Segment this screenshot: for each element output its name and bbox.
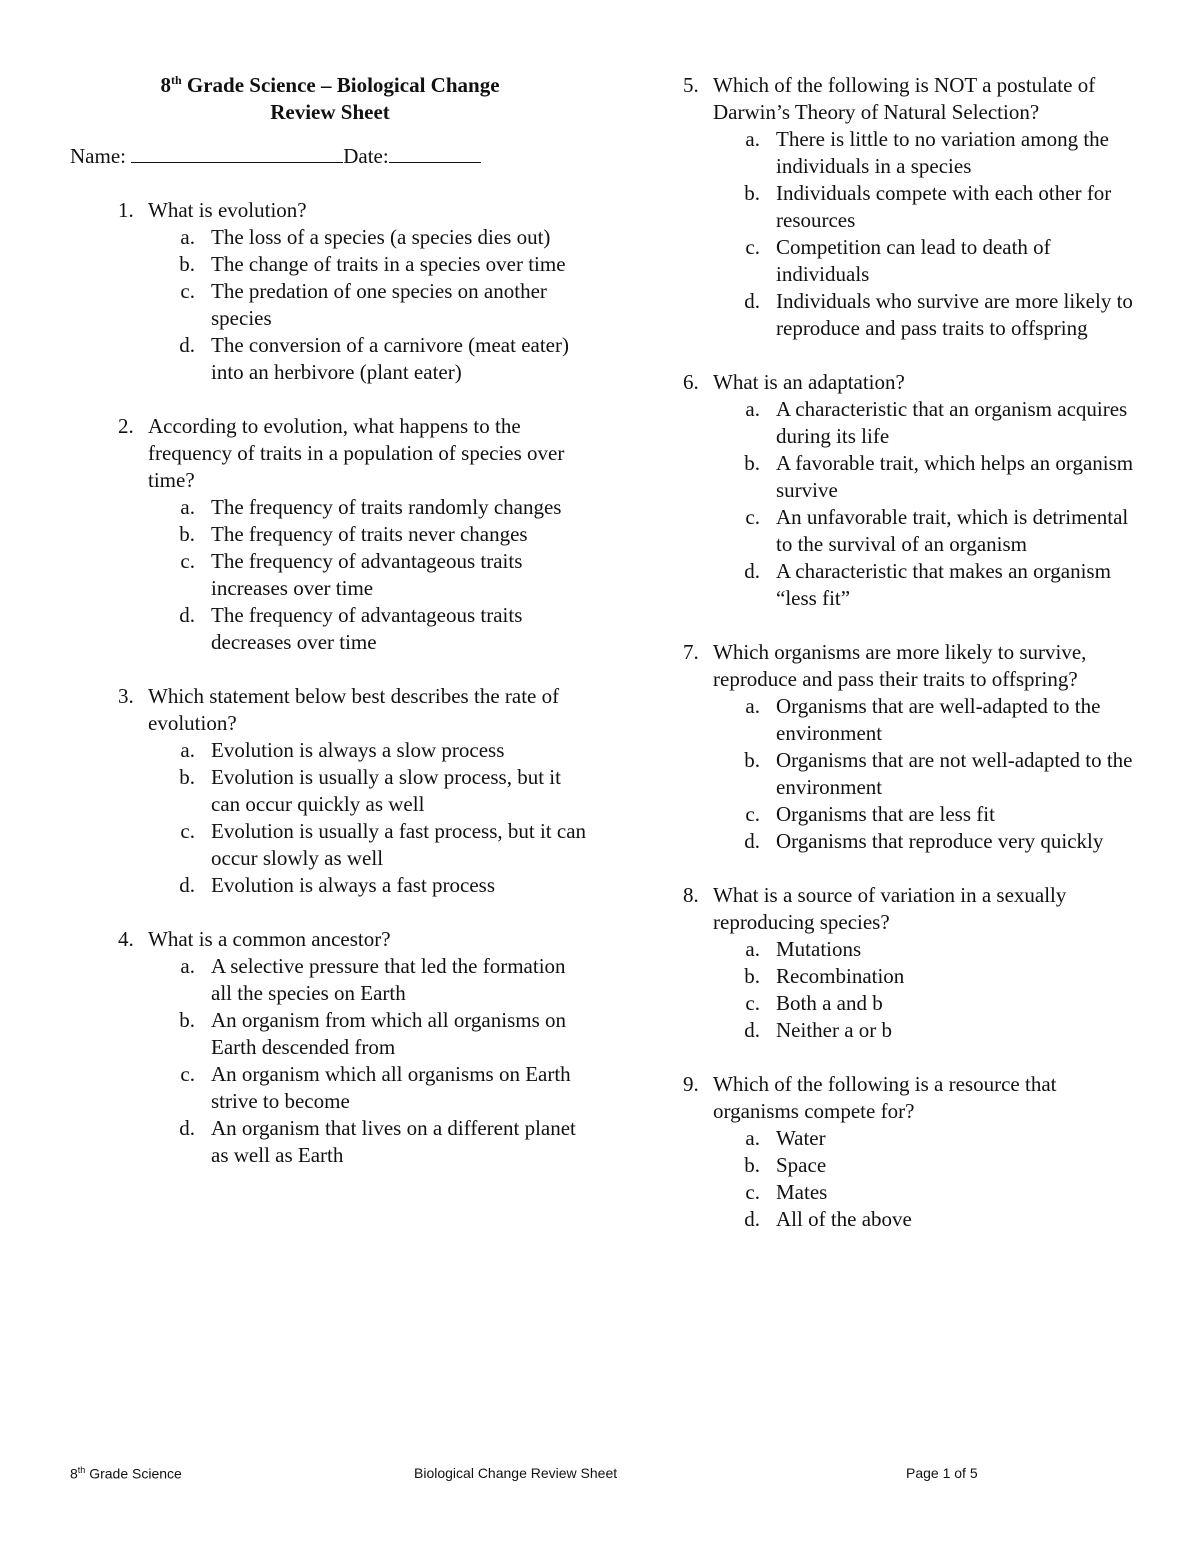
- question-7: [668, 639, 1138, 855]
- footer-grade-number: 8: [70, 1465, 78, 1482]
- option-text: The frequency of traits never changes: [211, 522, 528, 546]
- question-number-cell: [668, 882, 713, 936]
- option-letter: d.: [744, 559, 760, 583]
- option-text: The frequency of advantageous traits increases over time: [211, 549, 523, 600]
- option-list: [668, 1125, 1138, 1233]
- option-text: An organism that lives on a different planet as well as Earth: [211, 1116, 576, 1167]
- option-text: Organisms that are well-adapted to the environment: [776, 694, 1101, 745]
- option-letter: c.: [745, 1180, 760, 1204]
- question-number-cell: [668, 639, 713, 693]
- option-letter: a.: [745, 1126, 760, 1150]
- option-text: The frequency of traits randomly changes: [211, 495, 562, 519]
- option-text: An organism from which all organisms on Earth descended from: [211, 1008, 567, 1059]
- question-text: What is a common ancestor?: [148, 927, 391, 951]
- answer-option[interactable]: [70, 521, 590, 548]
- left-column: [70, 72, 590, 1196]
- option-text: A characteristic that makes an organism “less fit”: [776, 559, 1111, 610]
- question-6: [668, 369, 1138, 612]
- answer-option[interactable]: [70, 494, 590, 521]
- footer-grade-superscript: th: [77, 1465, 86, 1475]
- answer-option[interactable]: [70, 278, 590, 332]
- option-letter: c.: [180, 819, 195, 843]
- question-stem: [668, 72, 1138, 126]
- option-letter: a.: [745, 937, 760, 961]
- question-4: [70, 926, 590, 1169]
- option-text: Organisms that reproduce very quickly: [776, 829, 1104, 853]
- question-number: 1.: [118, 198, 134, 222]
- option-letter: b.: [179, 765, 195, 789]
- question-number: 4.: [118, 927, 134, 951]
- question-number: 2.: [118, 414, 134, 438]
- answer-option[interactable]: [668, 936, 1138, 963]
- question-text: Which organisms are more likely to survive, reproduce and pass their traits to offspring?: [713, 640, 1087, 691]
- option-text: Evolution is always a slow process: [211, 738, 505, 762]
- option-letter: c.: [745, 505, 760, 529]
- question-3: [70, 683, 590, 899]
- footer-left: [70, 1465, 182, 1482]
- option-letter: b.: [744, 181, 760, 205]
- answer-option[interactable]: [668, 1206, 1138, 1233]
- question-number-cell: [70, 413, 148, 494]
- option-text: Individuals compete with each other for resources: [776, 181, 1112, 232]
- answer-option[interactable]: [668, 234, 1138, 288]
- option-letter: b.: [744, 748, 760, 772]
- option-text: A selective pressure that led the formation all the species on Earth: [211, 954, 566, 1005]
- option-letter: d.: [744, 289, 760, 313]
- option-letter: d.: [179, 333, 195, 357]
- option-letter: a.: [180, 954, 195, 978]
- question-text: What is evolution?: [148, 198, 307, 222]
- answer-option[interactable]: [70, 224, 590, 251]
- option-text: All of the above: [776, 1207, 912, 1231]
- answer-option[interactable]: [70, 737, 590, 764]
- option-text: A characteristic that an organism acquires during its life: [776, 397, 1128, 448]
- date-field[interactable]: [389, 142, 481, 163]
- answer-option[interactable]: [70, 1061, 590, 1115]
- option-text: An unfavorable trait, which is detrimental to the survival of an organism: [776, 505, 1129, 556]
- option-text: Evolution is usually a slow process, but it can occur quickly as well: [211, 765, 561, 816]
- question-number-cell: [70, 197, 148, 224]
- option-list: [668, 693, 1138, 855]
- answer-option[interactable]: [668, 558, 1138, 612]
- question-text: According to evolution, what happens to the frequency of traits in a population of species over time?: [148, 414, 565, 492]
- option-list: [668, 396, 1138, 612]
- option-list: [668, 936, 1138, 1044]
- option-letter: a.: [180, 495, 195, 519]
- answer-option[interactable]: [668, 126, 1138, 180]
- question-number-cell: [668, 369, 713, 396]
- option-letter: d.: [744, 829, 760, 853]
- name-label: Name:: [70, 144, 132, 168]
- option-letter: a.: [180, 738, 195, 762]
- option-list: [70, 224, 590, 386]
- option-text: Organisms that are not well-adapted to the environment: [776, 748, 1133, 799]
- option-text: There is little to no variation among the individuals in a species: [776, 127, 1109, 178]
- answer-option[interactable]: [70, 548, 590, 602]
- question-1: [70, 197, 590, 386]
- option-text: Evolution is usually a fast process, but it can occur slowly as well: [211, 819, 587, 870]
- question-number-cell: [668, 1071, 713, 1125]
- question-2: [70, 413, 590, 656]
- option-letter: c.: [180, 1062, 195, 1086]
- option-text: The change of traits in a species over time: [211, 252, 566, 276]
- answer-option[interactable]: [70, 1115, 590, 1169]
- answer-option[interactable]: [668, 1152, 1138, 1179]
- answer-option[interactable]: [70, 251, 590, 278]
- question-list-right: [668, 72, 1138, 1233]
- option-letter: b.: [179, 252, 195, 276]
- page-title: [70, 72, 590, 99]
- question-stem: [668, 369, 1138, 396]
- option-text: An organism which all organisms on Earth strive to become: [211, 1062, 571, 1113]
- answer-option[interactable]: [668, 828, 1138, 855]
- question-9: [668, 1071, 1138, 1233]
- date-label: Date:: [343, 144, 389, 168]
- question-stem: [70, 926, 590, 953]
- right-column: [668, 72, 1138, 1260]
- option-letter: b.: [179, 522, 195, 546]
- title-text: Grade Science – Biological Change: [181, 73, 500, 97]
- answer-option[interactable]: [70, 872, 590, 899]
- name-date-row: [70, 142, 590, 170]
- question-stem: [668, 639, 1138, 693]
- question-text: What is an adaptation?: [713, 370, 905, 394]
- option-letter: b.: [179, 1008, 195, 1032]
- option-letter: b.: [744, 451, 760, 475]
- option-letter: a.: [745, 397, 760, 421]
- footer-course: Grade Science: [85, 1465, 182, 1482]
- question-text: What is a source of variation in a sexually reproducing species?: [713, 883, 1067, 934]
- answer-option[interactable]: [668, 288, 1138, 342]
- question-stem: [70, 197, 590, 224]
- footer-page-number: Page 1 of 5: [906, 1465, 978, 1481]
- option-letter: d.: [744, 1207, 760, 1231]
- answer-option[interactable]: [70, 953, 590, 1007]
- answer-option[interactable]: [70, 332, 590, 386]
- question-text: Which of the following is NOT a postulate of Darwin’s Theory of Natural Selection?: [713, 73, 1096, 124]
- option-text: Space: [776, 1153, 827, 1177]
- option-text: Individuals who survive are more likely to reproduce and pass traits to offspring: [776, 289, 1133, 340]
- option-text: Neither a or b: [776, 1018, 893, 1042]
- option-text: The loss of a species (a species dies out): [211, 225, 551, 249]
- option-letter: a.: [745, 694, 760, 718]
- question-text: Which statement below best describes the rate of evolution?: [148, 684, 560, 735]
- option-text: Organisms that are less fit: [776, 802, 995, 826]
- question-number: 8.: [683, 883, 699, 907]
- option-text: Both a and b: [776, 991, 883, 1015]
- option-text: Mates: [776, 1180, 828, 1204]
- footer-center: Biological Change Review Sheet: [414, 1465, 618, 1481]
- option-letter: d.: [744, 1018, 760, 1042]
- option-text: The frequency of advantageous traits decreases over time: [211, 603, 523, 654]
- answer-option[interactable]: [668, 693, 1138, 747]
- question-8: [668, 882, 1138, 1044]
- name-field[interactable]: [131, 142, 343, 163]
- question-number: 5.: [683, 73, 699, 97]
- question-5: [668, 72, 1138, 342]
- option-letter: c.: [745, 235, 760, 259]
- option-letter: c.: [180, 549, 195, 573]
- question-number-cell: [70, 926, 148, 953]
- question-stem: [668, 1071, 1138, 1125]
- answer-option[interactable]: [668, 1179, 1138, 1206]
- question-text: Which of the following is a resource that organisms compete for?: [713, 1072, 1057, 1123]
- option-letter: c.: [745, 802, 760, 826]
- answer-option[interactable]: [668, 963, 1138, 990]
- option-list: [70, 494, 590, 656]
- option-letter: d.: [179, 603, 195, 627]
- option-text: The conversion of a carnivore (meat eater) into an herbivore (plant eater): [211, 333, 569, 384]
- answer-option[interactable]: [668, 450, 1138, 504]
- option-text: Mutations: [776, 937, 862, 961]
- option-text: A favorable trait, which helps an organism survive: [776, 451, 1134, 502]
- option-letter: b.: [744, 1153, 760, 1177]
- option-list: [668, 126, 1138, 342]
- option-letter: a.: [180, 225, 195, 249]
- title-grade-superscript: th: [170, 73, 182, 87]
- answer-option[interactable]: [668, 1017, 1138, 1044]
- answer-option[interactable]: [70, 1007, 590, 1061]
- option-text: The predation of one species on another species: [211, 279, 547, 330]
- option-letter: c.: [745, 991, 760, 1015]
- question-number-cell: [668, 72, 713, 126]
- answer-option[interactable]: [668, 180, 1138, 234]
- answer-option[interactable]: [668, 396, 1138, 450]
- option-text: Competition can lead to death of individuals: [776, 235, 1051, 286]
- answer-option[interactable]: [70, 818, 590, 872]
- answer-option[interactable]: [668, 504, 1138, 558]
- question-number: 9.: [683, 1072, 699, 1096]
- option-text: Evolution is always a fast process: [211, 873, 496, 897]
- title-grade-number: 8: [160, 73, 171, 97]
- answer-option[interactable]: [668, 801, 1138, 828]
- option-letter: d.: [179, 1116, 195, 1140]
- question-number: 7.: [683, 640, 699, 664]
- answer-option[interactable]: [668, 747, 1138, 801]
- option-letter: a.: [745, 127, 760, 151]
- option-letter: d.: [179, 873, 195, 897]
- option-text: Recombination: [776, 964, 905, 988]
- question-number: 6.: [683, 370, 699, 394]
- question-stem: [668, 882, 1138, 936]
- option-letter: c.: [180, 279, 195, 303]
- question-stem: [70, 683, 590, 737]
- option-letter: b.: [744, 964, 760, 988]
- question-number: 3.: [118, 684, 134, 708]
- answer-option[interactable]: [668, 1125, 1138, 1152]
- option-text: Water: [776, 1126, 826, 1150]
- answer-option[interactable]: [668, 990, 1138, 1017]
- page-subtitle: Review Sheet: [270, 100, 390, 124]
- option-list: [70, 953, 590, 1169]
- question-number-cell: [70, 683, 148, 737]
- question-list-left: [70, 197, 590, 1169]
- option-list: [70, 737, 590, 899]
- answer-option[interactable]: [70, 764, 590, 818]
- question-stem: [70, 413, 590, 494]
- answer-option[interactable]: [70, 602, 590, 656]
